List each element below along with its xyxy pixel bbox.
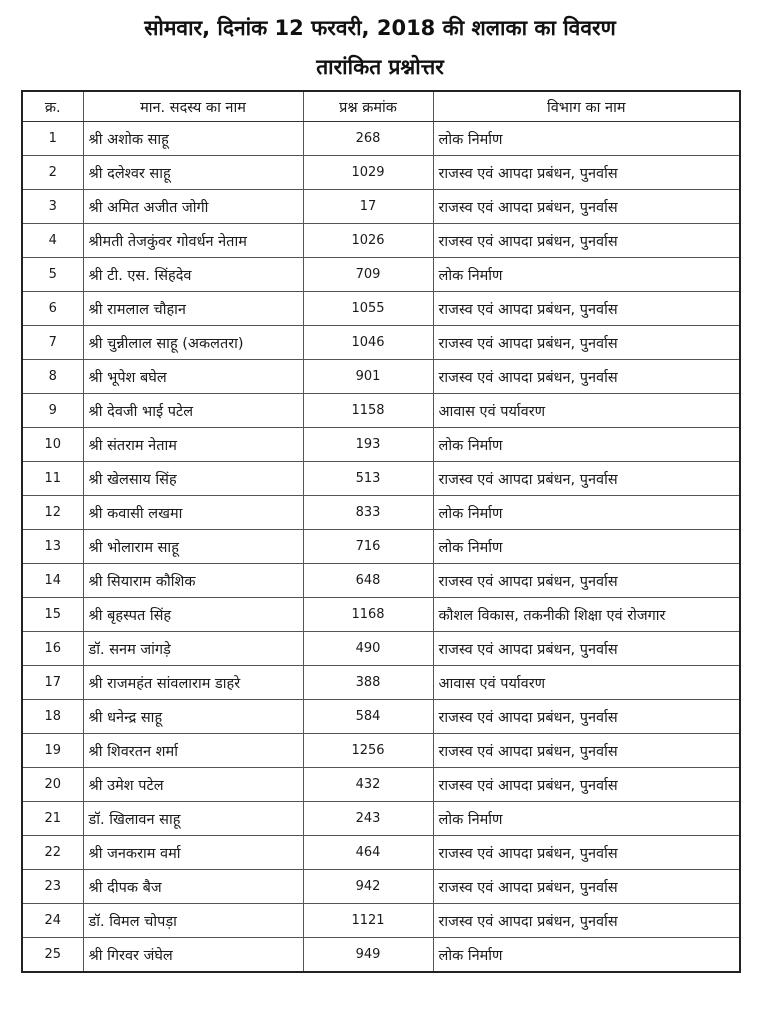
member-name-cell: श्रीमती तेजकुंवर गोवर्धन नेताम [83, 224, 303, 258]
member-name-cell: श्री संतराम नेताम [83, 428, 303, 462]
question-number-cell: 584 [303, 700, 433, 734]
question-number-cell: 648 [303, 564, 433, 598]
question-number-cell: 432 [303, 768, 433, 802]
member-name-cell: श्री कवासी लखमा [83, 496, 303, 530]
member-name-cell: श्री देवजी भाई पटेल [83, 394, 303, 428]
question-number-cell: 1168 [303, 598, 433, 632]
serial-number-cell: 2 [22, 156, 83, 190]
table-row [22, 938, 740, 973]
department-cell: राजस्व एवं आपदा प्रबंधन, पुनर्वास [433, 156, 740, 190]
member-name-cell: डॉ. खिलावन साहू [83, 802, 303, 836]
serial-number-cell: 4 [22, 224, 83, 258]
serial-number-cell: 16 [22, 632, 83, 666]
department-cell: राजस्व एवं आपदा प्रबंधन, पुनर्वास [433, 632, 740, 666]
serial-number-cell: 15 [22, 598, 83, 632]
department-cell: राजस्व एवं आपदा प्रबंधन, पुनर्वास [433, 564, 740, 598]
question-number-cell: 388 [303, 666, 433, 700]
table-row [22, 428, 740, 462]
member-name-cell: श्री उमेश पटेल [83, 768, 303, 802]
department-cell: लोक निर्माण [433, 938, 740, 973]
table-row [22, 394, 740, 428]
member-name-cell: श्री धनेन्द्र साहू [83, 700, 303, 734]
member-name-cell: श्री अमित अजीत जोगी [83, 190, 303, 224]
department-cell: राजस्व एवं आपदा प्रबंधन, पुनर्वास [433, 360, 740, 394]
table-row [22, 802, 740, 836]
member-name-cell: श्री सियाराम कौशिक [83, 564, 303, 598]
member-name-cell: श्री टी. एस. सिंहदेव [83, 258, 303, 292]
member-name-cell: श्री रामलाल चौहान [83, 292, 303, 326]
question-number-cell: 1256 [303, 734, 433, 768]
member-name-cell: डॉ. विमल चोपड़ा [83, 904, 303, 938]
question-number-cell: 716 [303, 530, 433, 564]
header-member-name: मान. सदस्य का नाम [83, 91, 303, 122]
department-cell: राजस्व एवं आपदा प्रबंधन, पुनर्वास [433, 190, 740, 224]
document-subtitle: तारांकित प्रश्नोत्तर [316, 55, 444, 79]
serial-number-cell: 12 [22, 496, 83, 530]
table-row [22, 156, 740, 190]
table-row [22, 122, 740, 156]
member-name-cell: श्री दीपक बैज [83, 870, 303, 904]
member-name-cell: डॉ. सनम जांगड़े [83, 632, 303, 666]
table-row [22, 734, 740, 768]
serial-number-cell: 18 [22, 700, 83, 734]
serial-number-cell: 9 [22, 394, 83, 428]
serial-number-cell: 24 [22, 904, 83, 938]
question-number-cell: 1055 [303, 292, 433, 326]
serial-number-cell: 19 [22, 734, 83, 768]
table-row [22, 836, 740, 870]
department-cell: राजस्व एवं आपदा प्रबंधन, पुनर्वास [433, 292, 740, 326]
member-name-cell: श्री शिवरतन शर्मा [83, 734, 303, 768]
department-cell: आवास एवं पर्यावरण [433, 394, 740, 428]
department-cell: लोक निर्माण [433, 428, 740, 462]
department-cell: लोक निर्माण [433, 530, 740, 564]
serial-number-cell: 25 [22, 938, 83, 973]
department-cell: राजस्व एवं आपदा प्रबंधन, पुनर्वास [433, 836, 740, 870]
serial-number-cell: 21 [22, 802, 83, 836]
table-row [22, 326, 740, 360]
question-number-cell: 833 [303, 496, 433, 530]
table-row [22, 496, 740, 530]
member-name-cell: श्री बृहस्पत सिंह [83, 598, 303, 632]
table-row [22, 904, 740, 938]
table-row [22, 666, 740, 700]
department-cell: राजस्व एवं आपदा प्रबंधन, पुनर्वास [433, 326, 740, 360]
serial-number-cell: 23 [22, 870, 83, 904]
table-row [22, 462, 740, 496]
question-number-cell: 1158 [303, 394, 433, 428]
question-number-cell: 901 [303, 360, 433, 394]
question-schedule-table [21, 90, 741, 973]
department-cell: राजस्व एवं आपदा प्रबंधन, पुनर्वास [433, 904, 740, 938]
serial-number-cell: 17 [22, 666, 83, 700]
department-cell: राजस्व एवं आपदा प्रबंधन, पुनर्वास [433, 700, 740, 734]
member-name-cell: श्री चुन्नीलाल साहू (अकलतरा) [83, 326, 303, 360]
member-name-cell: श्री खेलसाय सिंह [83, 462, 303, 496]
table-row [22, 870, 740, 904]
header-serial: क्र. [22, 91, 83, 122]
table-row [22, 258, 740, 292]
department-cell: आवास एवं पर्यावरण [433, 666, 740, 700]
question-number-cell: 1046 [303, 326, 433, 360]
question-number-cell: 464 [303, 836, 433, 870]
table-header-row [22, 91, 740, 122]
department-cell: लोक निर्माण [433, 122, 740, 156]
table-row [22, 530, 740, 564]
table-row [22, 292, 740, 326]
department-cell: लोक निर्माण [433, 802, 740, 836]
department-cell: राजस्व एवं आपदा प्रबंधन, पुनर्वास [433, 224, 740, 258]
department-cell: लोक निर्माण [433, 258, 740, 292]
serial-number-cell: 13 [22, 530, 83, 564]
question-number-cell: 1029 [303, 156, 433, 190]
serial-number-cell: 5 [22, 258, 83, 292]
member-name-cell: श्री गिरवर जंघेल [83, 938, 303, 973]
department-cell: राजस्व एवं आपदा प्रबंधन, पुनर्वास [433, 768, 740, 802]
serial-number-cell: 8 [22, 360, 83, 394]
member-name-cell: श्री भोलाराम साहू [83, 530, 303, 564]
serial-number-cell: 6 [22, 292, 83, 326]
member-name-cell: श्री राजमहंत सांवलाराम डाहरे [83, 666, 303, 700]
header-department: विभाग का नाम [433, 91, 740, 122]
serial-number-cell: 7 [22, 326, 83, 360]
question-number-cell: 193 [303, 428, 433, 462]
serial-number-cell: 10 [22, 428, 83, 462]
header-question-number: प्रश्न क्रमांक [303, 91, 433, 122]
member-name-cell: श्री भूपेश बघेल [83, 360, 303, 394]
serial-number-cell: 14 [22, 564, 83, 598]
question-number-cell: 949 [303, 938, 433, 973]
department-cell: लोक निर्माण [433, 496, 740, 530]
table-row [22, 190, 740, 224]
question-number-cell: 513 [303, 462, 433, 496]
table-row [22, 700, 740, 734]
table-row [22, 598, 740, 632]
question-number-cell: 268 [303, 122, 433, 156]
member-name-cell: श्री जनकराम वर्मा [83, 836, 303, 870]
question-number-cell: 1121 [303, 904, 433, 938]
serial-number-cell: 22 [22, 836, 83, 870]
question-number-cell: 942 [303, 870, 433, 904]
table-row [22, 632, 740, 666]
question-number-cell: 490 [303, 632, 433, 666]
department-cell: कौशल विकास, तकनीकी शिक्षा एवं रोजगार [433, 598, 740, 632]
department-cell: राजस्व एवं आपदा प्रबंधन, पुनर्वास [433, 734, 740, 768]
table-row [22, 768, 740, 802]
question-number-cell: 709 [303, 258, 433, 292]
question-number-cell: 17 [303, 190, 433, 224]
member-name-cell: श्री अशोक साहू [83, 122, 303, 156]
department-cell: राजस्व एवं आपदा प्रबंधन, पुनर्वास [433, 870, 740, 904]
question-number-cell: 243 [303, 802, 433, 836]
document-title: सोमवार, दिनांक 12 फरवरी, 2018 की शलाका का विवरण [144, 16, 616, 40]
question-number-cell: 1026 [303, 224, 433, 258]
serial-number-cell: 3 [22, 190, 83, 224]
member-name-cell: श्री दलेश्वर साहू [83, 156, 303, 190]
serial-number-cell: 1 [22, 122, 83, 156]
department-cell: राजस्व एवं आपदा प्रबंधन, पुनर्वास [433, 462, 740, 496]
serial-number-cell: 20 [22, 768, 83, 802]
table-row [22, 360, 740, 394]
table-row [22, 564, 740, 598]
table-row [22, 224, 740, 258]
serial-number-cell: 11 [22, 462, 83, 496]
